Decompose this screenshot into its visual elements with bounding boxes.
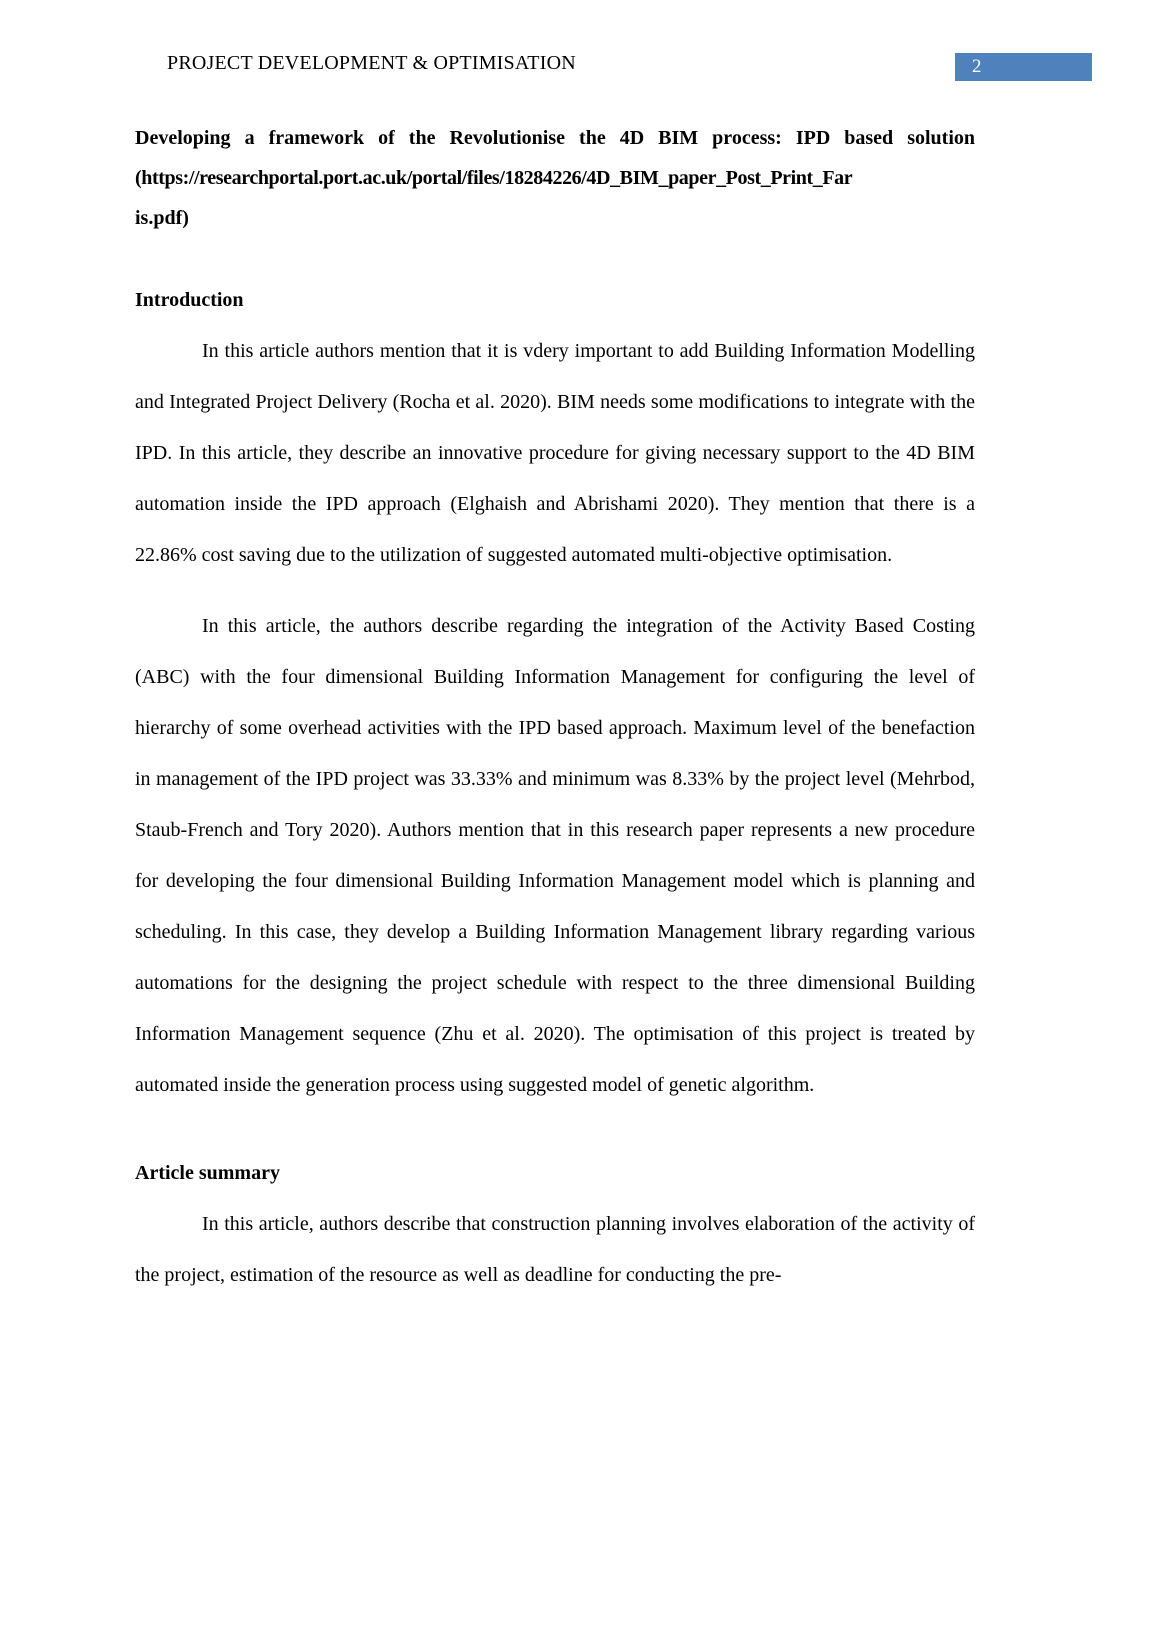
paragraph-introduction-2: In this article, the authors describe regarding the integration of the Activity Based Costing (ABC) with the four dimensional Building Information Management for configuring the level of hierarchy of some overhead activities with the IPD based approach. Maximum level of the benefaction in management of the IPD project was 33.33% and minimum was 8.33% by the project level (Mehrbod, Staub-French and Tory 2020). Authors mention that in this research paper represents a new procedure for developing the four dimensional Building Information Management model which is planning and scheduling. In this case, they develop a Building Information Management library regarding various automations for the designing the project schedule with respect to the three dimensional Building Information Management sequence (Zhu et al. 2020). The optimisation of this project is treated by automated inside the generation process using suggested model of genetic algorithm. (135, 615, 975, 1096)
title-line-3: is.pdf) (135, 207, 189, 229)
page-number-box (955, 53, 1092, 81)
document-content (135, 118, 975, 1301)
paragraph-article-summary-1: In this article, authors describe that construction planning involves elaboration of the activity of the project, estimation of the resource as well as deadline for conducting the pre- (135, 1213, 975, 1286)
section-heading-article-summary: Article summary (135, 1162, 280, 1184)
page-number: 2 (972, 56, 982, 77)
paragraph-introduction-1: In this article authors mention that it is vdery important to add Building Information Modelling and Integrated Project Delivery (Rocha et al. 2020). BIM needs some modifications to integrate with the IPD. In this article, they describe an innovative procedure for giving necessary support to the 4D BIM automation inside the IPD approach (Elghaish and Abrishami 2020). They mention that there is a 22.86% cost saving due to the utilization of suggested automated multi-objective optimisation. (135, 340, 975, 566)
document-title (135, 118, 975, 238)
title-line-2-url: (https://researchportal.port.ac.uk/portal/files/18284226/4D_BIM_paper_Post_Print_Far (135, 167, 853, 189)
section-heading-introduction: Introduction (135, 289, 244, 311)
running-head: PROJECT DEVELOPMENT & OPTIMISATION (167, 52, 576, 74)
title-line-1: Developing a framework of the Revolutionise the 4D BIM process: IPD based solution (135, 127, 975, 149)
